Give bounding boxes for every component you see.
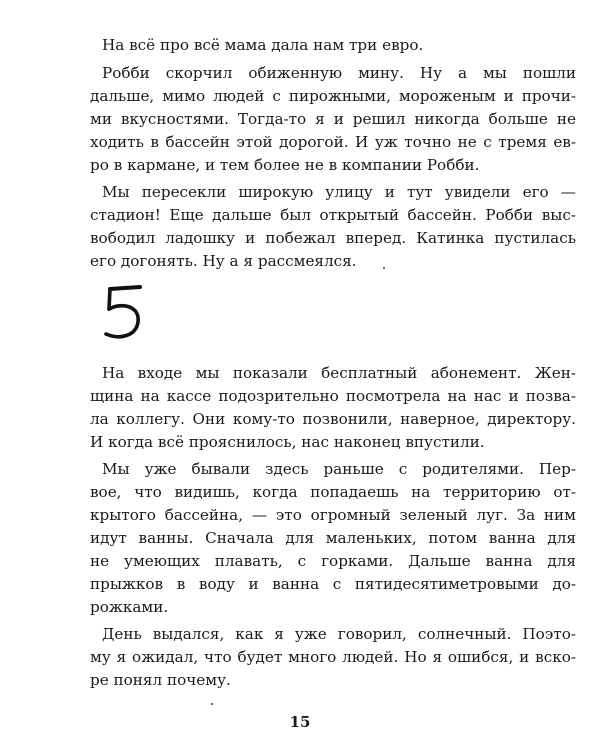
text-line: Мы пересекли широкую улицу и тут увидели его — <box>102 183 576 201</box>
chapter-number <box>98 284 168 342</box>
scan-speck <box>383 267 385 269</box>
text-line: День выдался, как я уже говорил, солнечный. Поэто- <box>102 625 576 643</box>
text-line: стадион! Еще дальше был открытый бассейн. Робби выс- <box>90 206 576 224</box>
text-line: прыжков в воду и ванна с пятидесятиметровыми до- <box>90 575 576 593</box>
text-line: ла коллегу. Они кому-то позвонили, наверное, директору. <box>90 410 576 428</box>
text-line: вободил ладошку и побежал вперед. Катинка пустилась <box>90 229 576 247</box>
text-line: Робби скорчил обиженную мину. Ну а мы пошли <box>102 64 576 82</box>
text-line: рожками. <box>90 598 169 616</box>
page-number: 15 <box>289 713 311 731</box>
text-line: щина на кассе подозрительно посмотрела на нас и позва- <box>90 387 576 405</box>
chapter-number-glyph <box>98 284 168 342</box>
text-line: крытого бассейна, — это огромный зеленый луг. За ним <box>90 506 576 524</box>
text-line: ро в кармане, и тем более не в компании Робби. <box>90 156 480 174</box>
text-line: ходить в бассейн этой дорогой. И уж точно не с тремя ев- <box>90 133 576 151</box>
text-line: Мы уже бывали здесь раньше с родителями. Пер- <box>102 460 576 478</box>
text-line: идут ванны. Сначала для маленьких, потом ванна для <box>90 529 576 547</box>
text-line: На всё про всё мама дала нам три евро. <box>102 36 424 54</box>
text-line: ре понял почему. <box>90 671 231 689</box>
text-line: вое, что видишь, когда попадаешь на территорию от- <box>90 483 576 501</box>
text-line: ми вкусностями. Тогда-то я и решил никогда больше не <box>90 110 576 128</box>
scan-speck <box>211 703 213 705</box>
text-line: И когда всё прояснилось, нас наконец впустили. <box>90 433 485 451</box>
text-line: дальше, мимо людей с пирожными, мороженым и прочи- <box>90 87 576 105</box>
text-line: му я ожидал, что будет много людей. Но я ошибся, и вско- <box>90 648 576 666</box>
text-line: На входе мы показали бесплатный абонемент. Жен- <box>102 364 576 382</box>
text-line: не умеющих плавать, с горками. Дальше ванна для <box>90 552 576 570</box>
text-line: его догонять. Ну а я рассмеялся. <box>90 252 357 270</box>
